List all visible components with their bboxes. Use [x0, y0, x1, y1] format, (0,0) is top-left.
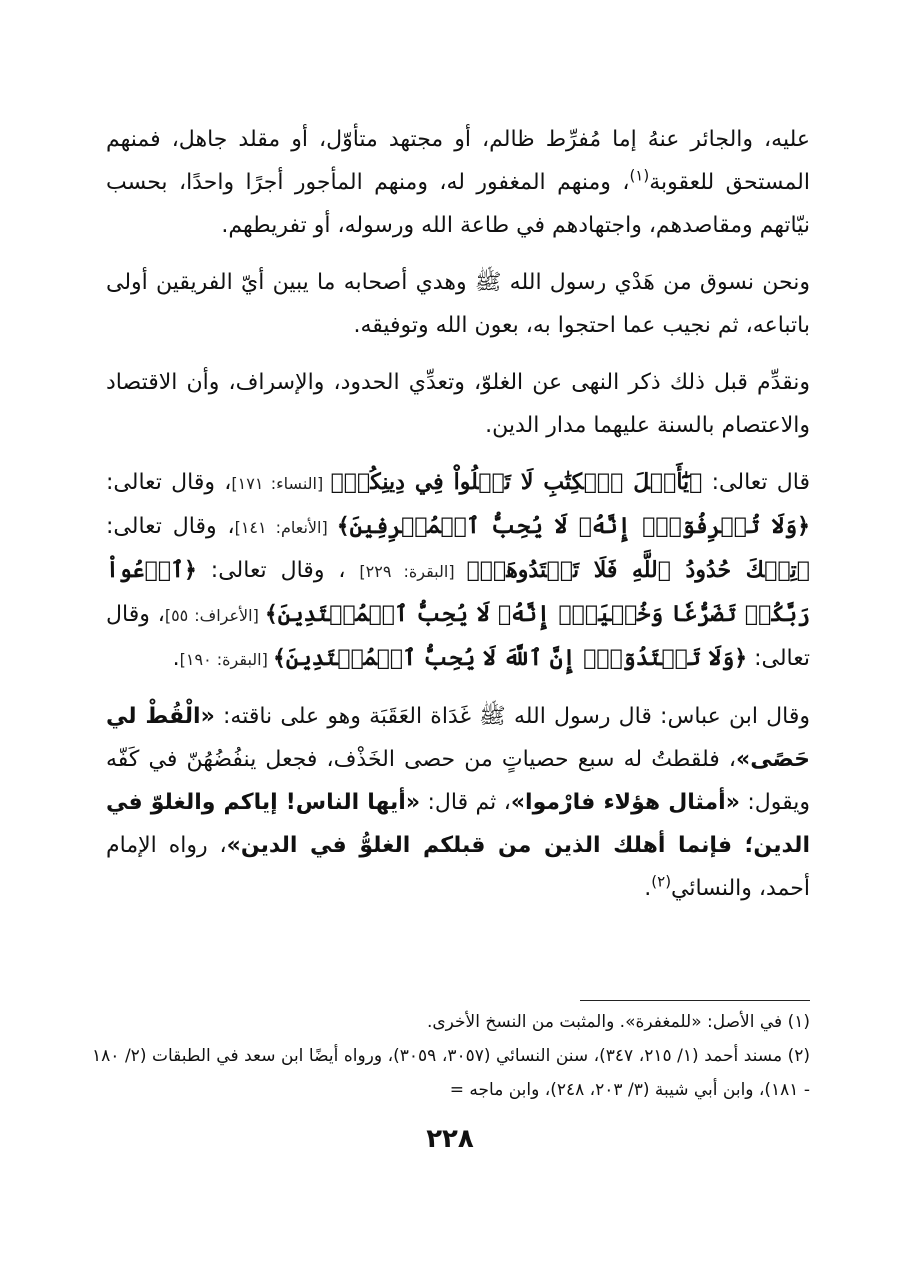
verse-ref-1: [النساء: ١٧١] [231, 474, 331, 493]
verse-ref-2: [الأنعام: ١٤١] [234, 518, 337, 537]
footnote-divider [580, 1000, 810, 1001]
main-text [106, 118, 810, 924]
page-number: ٢٢٨ [426, 1124, 474, 1154]
verse-2: ﴿وَلَا تُسۡرِفُوٓاْۚ إِنَّهُۥ لَا يُحِبُّ ٱلۡمُسۡرِفِينَ﴾ [336, 513, 811, 539]
verse-intro-2: ، وقال تعالى: [106, 470, 232, 495]
paragraph-hadith [106, 695, 810, 910]
verse-intro-1: قال تعالى: [702, 470, 811, 495]
paragraph-1-text: عليه، والجائر عنهُ إما مُفرِّط ظالم، أو مجتهد متأوّل، أو مقلد جاهل، فمنهم المستحق للعقوبة [106, 127, 810, 195]
footnote-2: (٢) مسند أحمد (١/ ٢١٥، ٣٤٧)، سنن النسائي (٣٠٥٧، ٣٠٥٩)، ورواه أيضًا ابن سعد في الطبقات (٢/ ١٨٠ - ١٨١)، وابن أبي شيبة (٣/ ٢٠٣، ٢٤٨)، وابن ماجه = [92, 1046, 810, 1100]
verse-1: ﴿يَٰٓأَهۡلَ ٱلۡكِتَٰبِ لَا تَغۡلُواْ فِي دِينِكُمۡ﴾ [330, 469, 703, 495]
paragraph-3 [106, 361, 810, 447]
hadith-quote-3: «أيها الناس! إياكم والغلوّ في الدين؛ فإنما أهلك الذين من قبلكم الغلوُّ في الدين» [106, 790, 810, 858]
paragraph-1-text-cont: ، ومنهم المغفور له، ومنهم المأجور أجرًا واحدًا، بحسب نيّاتهم ومقاصدهم، واجتهادهم في طاعة الله ورسوله، أو تفريطهم. [106, 170, 810, 238]
footnotes [92, 1005, 810, 1107]
hadith-text-4: ، رواه الإمام أحمد، والنسائي [106, 833, 810, 901]
verse-ref-4: [الأعراف: ٥٥] [164, 606, 265, 625]
paragraph-2 [106, 261, 810, 347]
verse-end: . [172, 646, 180, 671]
hadith-text-3: ، ثم قال: [420, 790, 511, 815]
hadith-quote-2: «أمثال هؤلاء فارْموا» [510, 790, 740, 815]
verse-intro-3: ، وقال تعالى: [106, 514, 235, 539]
hadith-text-2: ، فلقطتُ له سبع حصياتٍ من حصى الخَذْف، فجعل ينفُضُهُنّ في كَفّه ويقول: [106, 747, 810, 815]
footnote-ref-2: (٢) [651, 872, 672, 891]
verse-ref-5: [البقرة: ١٩٠] [179, 650, 273, 669]
footnote-1: (١) في الأصل: «للمغفرة». والمثبت من النسخ الأخرى. [426, 1012, 810, 1032]
hadith-intro: وقال ابن عباس: قال رسول الله ﷺ غَدَاة العَقَبَة وهو على ناقته: [214, 704, 810, 729]
paragraph-2-text: ونحن نسوق من هَدْي رسول الله ﷺ وهدي أصحابه ما يبين أيّ الفريقين أولى باتباعه، ثم نجيب عما احتجوا به، بعون الله وتوفيقه. [106, 270, 810, 338]
hadith-end: . [644, 876, 652, 901]
verse-ref-3: [البقرة: ٢٢٩] [359, 562, 467, 581]
verse-5: ﴿وَلَا تَعۡتَدُوٓاْۚ إِنَّ ٱللَّهَ لَا يُحِبُّ ٱلۡمُعۡتَدِينَ﴾ [272, 645, 748, 671]
paragraph-3-text: ونقدِّم قبل ذلك ذكر النهى عن الغلوّ، وتعدِّي الحدود، والإسراف، وأن الاقتصاد والاعتصام بالسنة عليهما مدار الدين. [106, 370, 810, 438]
footnote-ref-1: (١) [629, 166, 650, 185]
paragraph-1 [106, 118, 810, 247]
paragraph-verses [106, 461, 810, 681]
hadith-quote-1: «الْقُطْ لي حَصًى» [106, 704, 810, 772]
verse-intro-4: ، وقال تعالى: [196, 558, 360, 583]
verse-3: ﴿تِلۡكَ حُدُودُ ٱللَّهِ فَلَا تَعۡتَدُوهَاۚ﴾ [466, 557, 810, 583]
verse-intro-5: ، وقال تعالى: [106, 602, 810, 671]
verse-4: ﴿ٱدۡعُواْ رَبَّكُمۡ تَضَرُّعٗا وَخُفۡيَةًۚ إِنَّهُۥ لَا يُحِبُّ ٱلۡمُعۡتَدِينَ﴾ [106, 557, 811, 627]
